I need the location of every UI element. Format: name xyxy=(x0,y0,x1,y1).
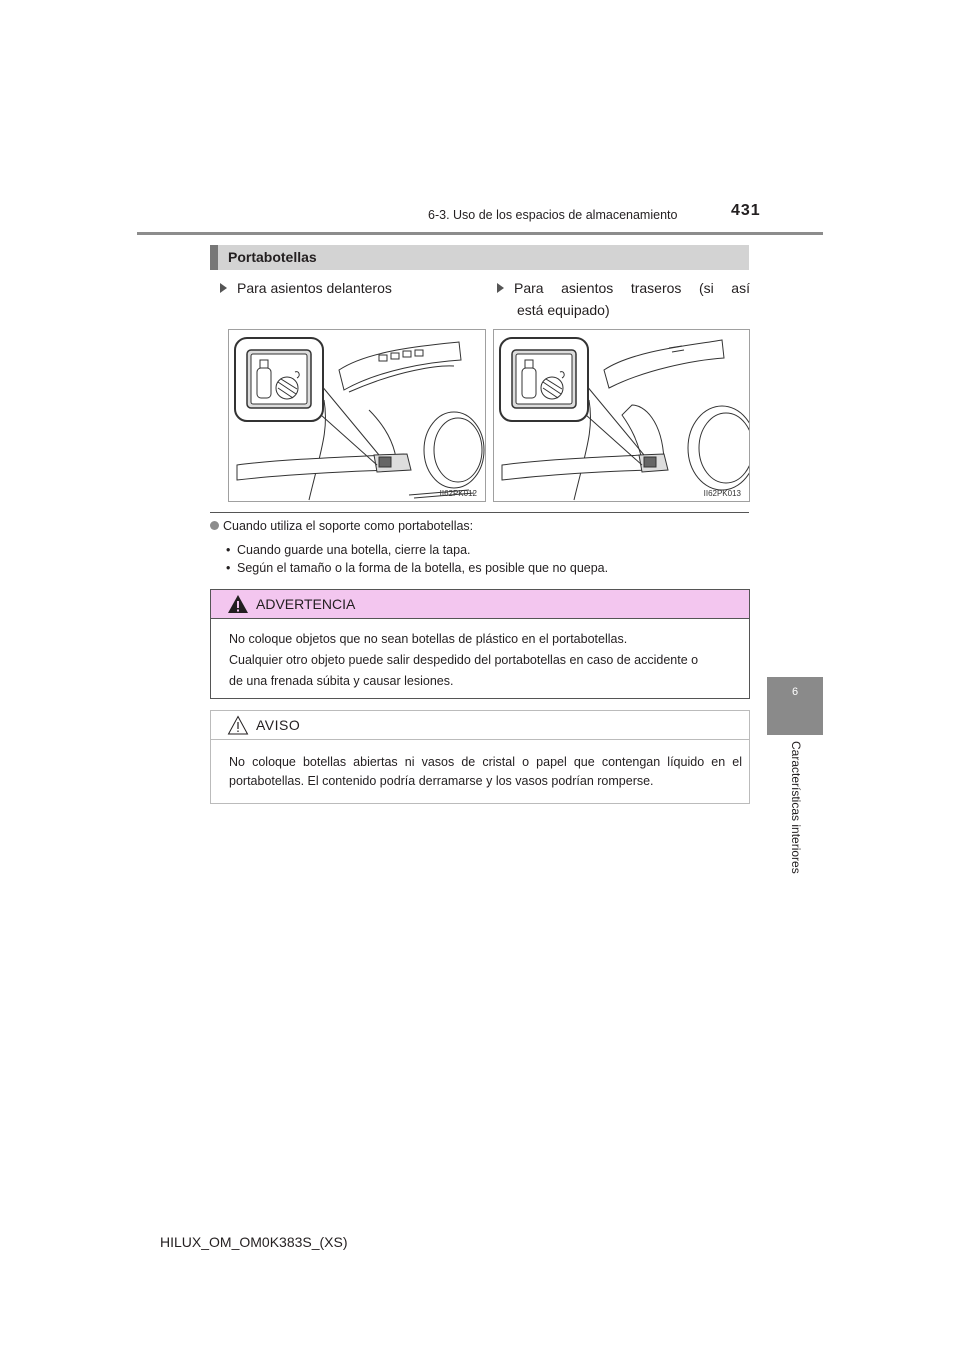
header-rule xyxy=(137,232,823,235)
caution-triangle-icon xyxy=(227,715,249,735)
warning-header xyxy=(211,590,749,619)
section-heading xyxy=(210,245,749,270)
header-section-title: 6-3. Uso de los espacios de almacenamiento xyxy=(428,208,678,222)
page-number: 431 xyxy=(731,202,761,219)
notice-header xyxy=(211,711,749,740)
notice-box xyxy=(210,710,750,804)
sub-bullet-item: • Según el tamaño o la forma de la botella, es posible que no quepa. xyxy=(237,561,608,575)
warning-line: Cualquier otro objeto puede salir despedido del portabotellas en caso de accidente o xyxy=(229,653,699,667)
notice-title: AVISO xyxy=(256,717,301,733)
warning-line: de una frenada súbita y causar lesiones. xyxy=(229,674,454,688)
front-door-drawing xyxy=(229,330,486,502)
warning-box xyxy=(210,589,750,699)
arrow-right-icon xyxy=(497,283,504,293)
front-seats-label-text: Para asientos delanteros xyxy=(237,280,392,296)
warning-triangle-icon xyxy=(227,594,249,614)
rear-word: traseros xyxy=(630,280,682,296)
warning-text xyxy=(229,629,741,692)
warning-title: ADVERTENCIA xyxy=(256,596,356,612)
front-bottle-holder-illustration xyxy=(228,329,486,502)
rear-word: (si xyxy=(698,280,714,296)
notice-text: No coloque botellas abiertas ni vasos de cristal o papel que contengan líquido en el portabotellas. El contenido podría derramarse y los vasos podrían romperse. xyxy=(229,755,742,788)
arrow-right-icon xyxy=(220,283,227,293)
front-seats-label xyxy=(220,277,480,299)
chapter-tab-number: 6 xyxy=(791,686,799,698)
rear-seats-label-line2: está equipado) xyxy=(517,302,610,318)
rear-word: Para xyxy=(514,280,544,296)
bullet-dot-icon xyxy=(210,521,219,530)
section-divider xyxy=(210,512,749,513)
section-title: Portabotellas xyxy=(228,249,317,265)
chapter-tab-label: Características interiores xyxy=(789,741,803,874)
rear-bottle-holder-illustration xyxy=(493,329,750,502)
footer-code: HILUX_OM_OM0K383S_(XS) xyxy=(160,1234,348,1250)
bullet-text: Cuando utiliza el soporte como portabotellas: xyxy=(223,519,474,533)
image-code: II62PK013 xyxy=(703,489,741,498)
warning-line: No coloque objetos que no sean botellas de plástico en el portabotellas. xyxy=(229,632,628,646)
image-code: II62PK012 xyxy=(439,489,477,498)
rear-word: así xyxy=(731,280,750,296)
rear-seats-label xyxy=(497,277,750,321)
sub-bullet-item: • Cuando guarde una botella, cierre la tapa. xyxy=(237,543,471,557)
rear-door-drawing xyxy=(494,330,750,502)
bullet-item xyxy=(210,519,473,533)
rear-word: asientos xyxy=(561,280,614,296)
